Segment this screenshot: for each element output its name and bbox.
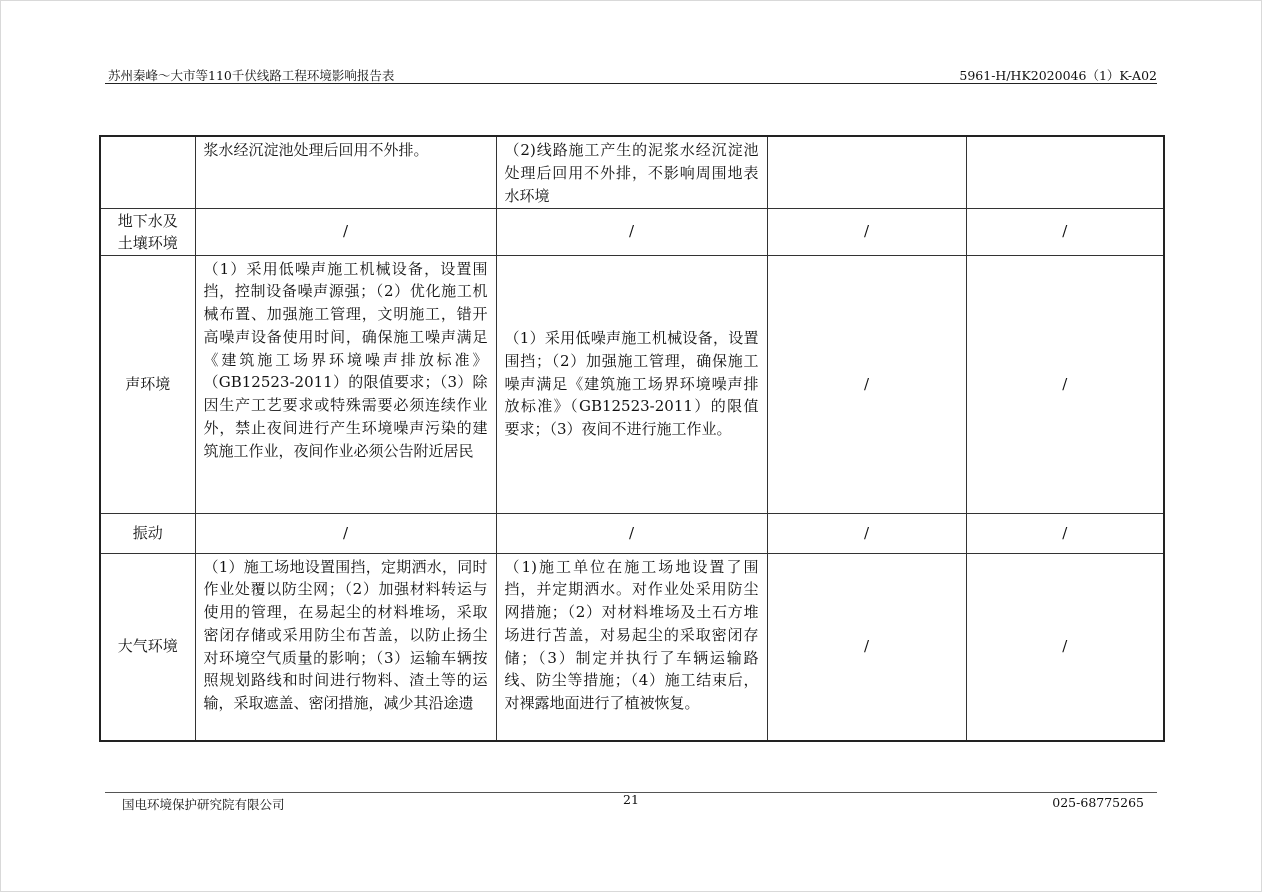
row-label [100, 136, 195, 208]
cell-requirement: （1）施工场地设置围挡，定期洒水，同时作业处覆以防尘网；（2）加强材料转运与使用的管理，在易起尘的材料堆场，采取密闭存储或采用防尘布苫盖，以防止扬尘对环境空气质量的影响；（3）运输车辆按照规划路线和时间进行物料、渣土等的运输，采取遮盖、密闭措施，减少其沿途遗 [195, 553, 496, 741]
cell-col4: / [767, 513, 966, 553]
page-number: 21 [623, 792, 639, 807]
footer-phone: 025-68775265 [1052, 795, 1144, 810]
cell-col5 [966, 136, 1164, 208]
table-row [100, 553, 1164, 741]
cell-requirement: 浆水经沉淀池处理后回用不外排。 [195, 136, 496, 208]
cell-col5: / [966, 553, 1164, 741]
header-title: 苏州秦峰～大市等110千伏线路工程环境影响报告表 [108, 68, 395, 83]
header-rule [105, 83, 1157, 84]
cell-col4: / [767, 255, 966, 513]
table-row [100, 255, 1164, 513]
table-row [100, 513, 1164, 553]
cell-implementation: （2)线路施工产生的泥浆水经沉淀池处理后回用不外排，不影响周围地表水环境 [496, 136, 767, 208]
row-label [100, 208, 195, 255]
row-label: 声环境 [100, 255, 195, 513]
row-label: 大气环境 [100, 553, 195, 741]
cell-implementation: / [496, 208, 767, 255]
table-row [100, 208, 1164, 255]
row-label: 振动 [100, 513, 195, 553]
header-doc-code: 5961-H/HK2020046（1）K-A02 [959, 68, 1157, 83]
cell-col4 [767, 136, 966, 208]
cell-col5: / [966, 513, 1164, 553]
cell-col5: / [966, 208, 1164, 255]
cell-implementation: / [496, 513, 767, 553]
cell-col5: / [966, 255, 1164, 513]
measures-table [99, 135, 1165, 742]
cell-requirement: / [195, 513, 496, 553]
footer-org: 国电环境保护研究院有限公司 [122, 797, 285, 812]
table-row [100, 136, 1164, 208]
cell-implementation: （1)施工单位在施工场地设置了围挡，并定期洒水。对作业处采用防尘网措施；（2）对材料堆场及土石方堆场进行苫盖，对易起尘的采取密闭存储；（3）制定并执行了车辆运输路线、防尘等措施；（4）施工结束后，对裸露地面进行了植被恢复。 [496, 553, 767, 741]
cell-requirement: / [195, 208, 496, 255]
cell-implementation: （1）采用低噪声施工机械设备，设置围挡；（2）加强施工管理，确保施工噪声满足《建筑施工场界环境噪声排放标准》（GB12523-2011）的限值要求；（3）夜间不进行施工作业。 [496, 255, 767, 513]
cell-col4: / [767, 208, 966, 255]
cell-col4: / [767, 553, 966, 741]
row-label-line1: 地下水及 [117, 211, 178, 230]
cell-requirement: （1）采用低噪声施工机械设备，设置围挡，控制设备噪声源强；（2）优化施工机械布置、加强施工管理，文明施工，错开高噪声设备使用时间，确保施工噪声满足《建筑施工场界环境噪声排放标准》（GB12523-2011）的限值要求；（3）除因生产工艺要求或特殊需要必须连续作业外，禁止夜间进行产生环境噪声污染的建筑施工作业，夜间作业必须公告附近居民 [195, 255, 496, 513]
row-label-line2: 土壤环境 [117, 233, 178, 252]
